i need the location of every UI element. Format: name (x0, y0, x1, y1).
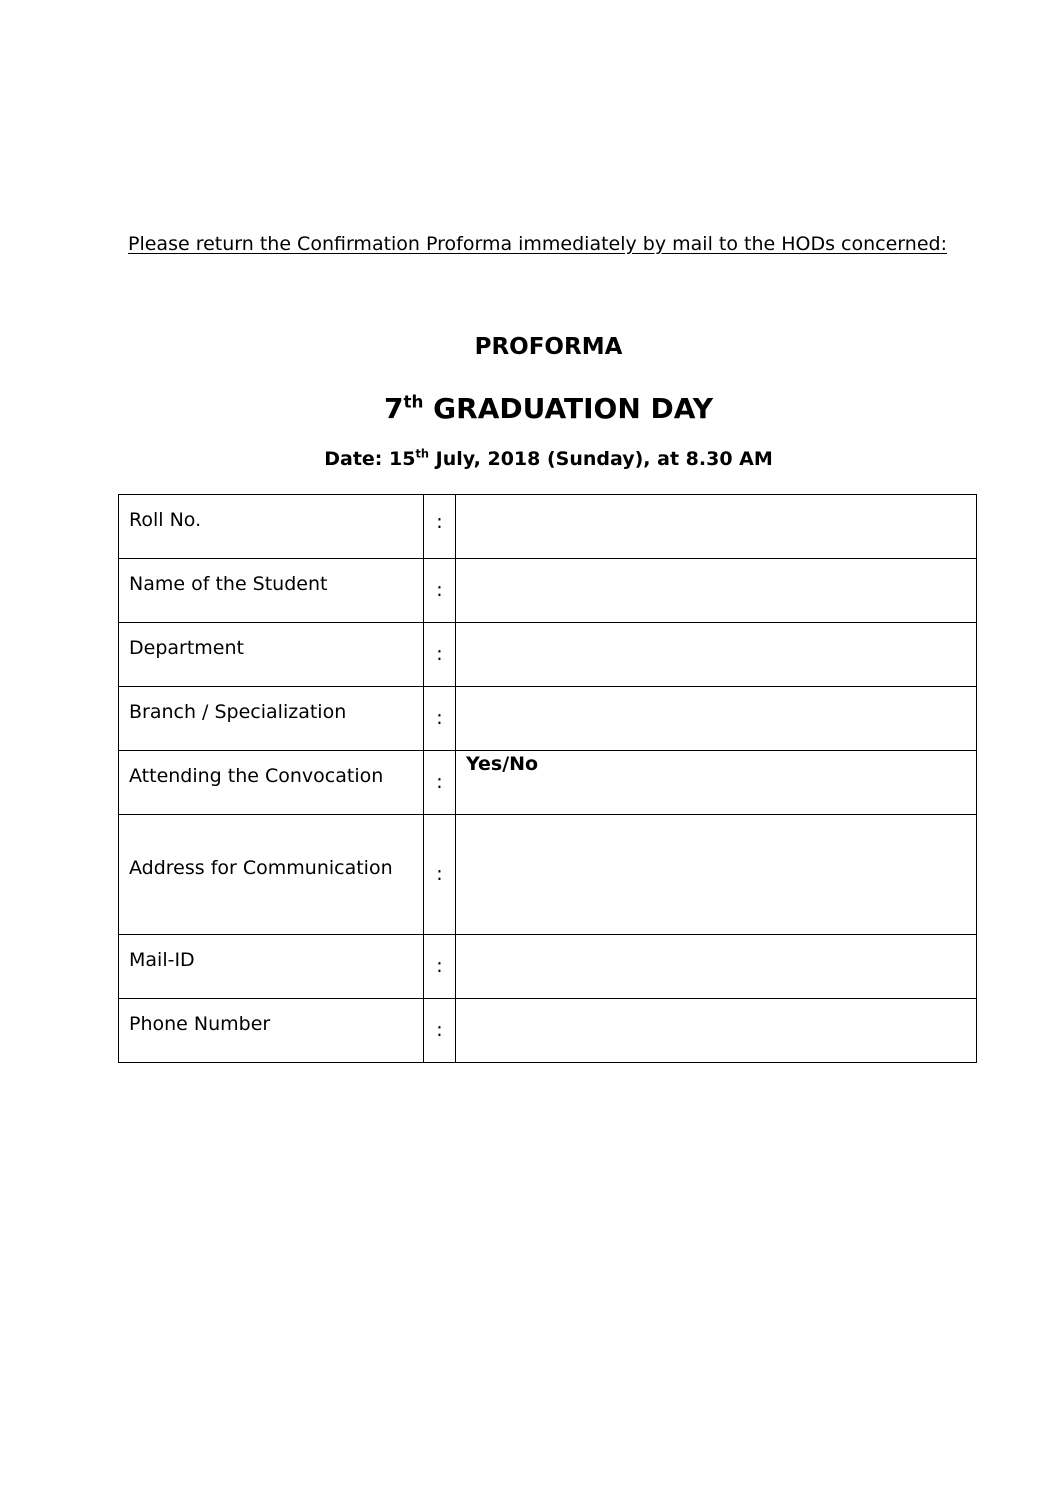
form-label: Branch / Specialization (129, 701, 347, 723)
form-separator: : (436, 863, 443, 885)
form-label: Mail-ID (129, 949, 195, 971)
form-separator-cell (424, 815, 456, 935)
form-label: Phone Number (129, 1013, 271, 1035)
form-label-cell (119, 687, 424, 751)
form-label-cell (119, 559, 424, 623)
event-ordinal-number: 7 (383, 392, 404, 425)
form-label-cell (119, 815, 424, 935)
form-label-cell (119, 623, 424, 687)
event-date (0, 448, 1059, 470)
form-separator-cell (424, 623, 456, 687)
form-separator: : (436, 707, 443, 729)
form-label-cell (119, 495, 424, 559)
form-label: Department (129, 637, 244, 659)
form-separator: : (436, 643, 443, 665)
form-separator: : (436, 511, 443, 533)
form-value-field[interactable] (456, 687, 977, 751)
form-separator-cell (424, 687, 456, 751)
form-row-phone (119, 999, 977, 1063)
form-label-cell (119, 751, 424, 815)
form-value-field[interactable] (456, 495, 977, 559)
form-label: Roll No. (129, 509, 202, 531)
form-label: Address for Communication (129, 857, 393, 879)
form-separator-cell (424, 935, 456, 999)
form-row-attending (119, 751, 977, 815)
instruction-text: Please return the Confirmation Proforma immediately by mail to the HODs concerned: (128, 233, 947, 255)
form-value-field[interactable] (456, 815, 977, 935)
form-label-cell (119, 999, 424, 1063)
event-ordinal-suffix: th (403, 391, 424, 412)
form-separator: : (436, 1019, 443, 1041)
form-value-field[interactable] (456, 935, 977, 999)
attending-yes-no: Yes/No (466, 753, 539, 775)
form-separator: : (436, 955, 443, 977)
event-title (0, 392, 1059, 425)
form-value-field[interactable] (456, 751, 977, 815)
form-value-field[interactable] (456, 623, 977, 687)
form-value-field[interactable] (456, 999, 977, 1063)
form-label: Name of the Student (129, 573, 328, 595)
form-separator: : (436, 579, 443, 601)
form-separator-cell (424, 999, 456, 1063)
proforma-title: PROFORMA (474, 334, 623, 360)
form-row-roll-no (119, 495, 977, 559)
form-separator-cell (424, 559, 456, 623)
form-label: Attending the Convocation (129, 765, 384, 787)
proforma-form-table (118, 494, 977, 1063)
event-date-prefix: Date: 15 (324, 448, 416, 470)
form-row-mail-id (119, 935, 977, 999)
form-separator-cell (424, 751, 456, 815)
event-date-suffix: th (415, 446, 430, 461)
form-row-address (119, 815, 977, 935)
form-separator: : (436, 771, 443, 793)
event-name: GRADUATION DAY (433, 392, 714, 425)
form-row-department (119, 623, 977, 687)
form-label-cell (119, 935, 424, 999)
form-separator-cell (424, 495, 456, 559)
event-date-rest: July, 2018 (Sunday), at 8.30 AM (429, 448, 773, 470)
form-row-student-name (119, 559, 977, 623)
form-value-field[interactable] (456, 559, 977, 623)
form-row-branch (119, 687, 977, 751)
